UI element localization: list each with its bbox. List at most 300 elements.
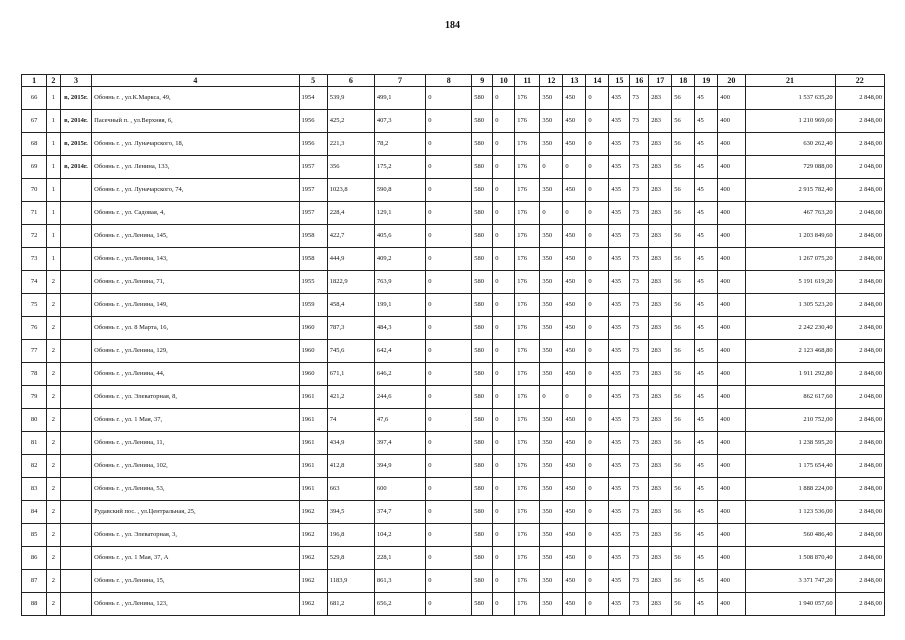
cell-c17: 283 [649,294,672,317]
cell-a1: 422,7 [327,225,374,248]
header-row [22,75,885,87]
cell-note [60,317,91,340]
cell-c18: 56 [672,225,695,248]
cell-c13: 450 [563,179,586,202]
cell-c12: 350 [540,294,563,317]
cell-c8: 0 [426,133,472,156]
cell-c9: 580 [472,432,493,455]
column-header: 3 [60,75,91,87]
cell-c18: 56 [672,110,695,133]
cell-c14: 0 [586,110,609,133]
cell-c16: 73 [630,87,649,110]
cell-c17: 283 [649,133,672,156]
cell-c18: 56 [672,593,695,616]
cell-c16: 73 [630,248,649,271]
cell-c10: 0 [493,363,515,386]
table-row [22,225,885,248]
cell-c14: 0 [586,501,609,524]
cell-year: 1961 [299,432,327,455]
cell-a2: 646,2 [374,363,425,386]
cell-c16: 73 [630,133,649,156]
cell-c17: 283 [649,501,672,524]
cell-grp: 2 [47,363,61,386]
cell-grp: 1 [47,87,61,110]
cell-sum: 1 305 523,20 [745,294,835,317]
column-header: 9 [472,75,493,87]
cell-c17: 283 [649,110,672,133]
cell-c20: 400 [718,133,745,156]
cell-num: 86 [22,547,47,570]
cell-c18: 56 [672,478,695,501]
cell-c15: 435 [609,455,630,478]
cell-c19: 45 [695,501,718,524]
cell-c15: 435 [609,363,630,386]
cell-price: 2 848,00 [835,317,884,340]
cell-c8: 0 [426,87,472,110]
table-row [22,501,885,524]
cell-c18: 56 [672,179,695,202]
cell-a1: 434,9 [327,432,374,455]
cell-sum: 1 203 849,60 [745,225,835,248]
cell-c13: 0 [563,156,586,179]
cell-a1: 74 [327,409,374,432]
cell-sum: 1 508 870,40 [745,547,835,570]
cell-num: 81 [22,432,47,455]
cell-a1: 663 [327,478,374,501]
cell-grp: 1 [47,110,61,133]
cell-year: 1956 [299,110,327,133]
cell-price: 2 848,00 [835,593,884,616]
cell-c19: 45 [695,386,718,409]
cell-c14: 0 [586,179,609,202]
cell-num: 67 [22,110,47,133]
cell-c14: 0 [586,294,609,317]
cell-c14: 0 [586,225,609,248]
cell-note [60,409,91,432]
cell-a1: 196,8 [327,524,374,547]
cell-c15: 435 [609,271,630,294]
cell-c12: 0 [540,156,563,179]
cell-num: 76 [22,317,47,340]
page-number: 184 [445,20,460,31]
cell-year: 1954 [299,87,327,110]
cell-c12: 350 [540,432,563,455]
cell-c18: 56 [672,455,695,478]
cell-year: 1960 [299,363,327,386]
cell-c9: 580 [472,202,493,225]
cell-a2: 374,7 [374,501,425,524]
column-header: 2 [47,75,61,87]
cell-c11: 176 [515,593,540,616]
cell-price: 2 848,00 [835,455,884,478]
cell-note [60,248,91,271]
column-header: 18 [672,75,695,87]
cell-c19: 45 [695,409,718,432]
cell-note [60,363,91,386]
table-row [22,547,885,570]
cell-c14: 0 [586,455,609,478]
cell-num: 82 [22,455,47,478]
cell-c19: 45 [695,202,718,225]
cell-a2: 407,3 [374,110,425,133]
cell-a1: 412,8 [327,455,374,478]
cell-c9: 580 [472,156,493,179]
cell-c18: 56 [672,524,695,547]
cell-sum: 862 617,60 [745,386,835,409]
cell-price: 2 848,00 [835,432,884,455]
cell-sum: 5 191 619,20 [745,271,835,294]
cell-c11: 176 [515,133,540,156]
cell-c19: 45 [695,570,718,593]
cell-c9: 580 [472,110,493,133]
cell-c20: 400 [718,409,745,432]
cell-c9: 580 [472,294,493,317]
cell-grp: 2 [47,524,61,547]
cell-address: Обоянь г. , ул. Элеваторная, 8, [92,386,299,409]
cell-c15: 435 [609,202,630,225]
cell-address: Обоянь г. , ул. Луначарского, 18, [92,133,299,156]
cell-c15: 435 [609,432,630,455]
cell-c17: 283 [649,570,672,593]
cell-a2: 47,6 [374,409,425,432]
cell-note: в, 2014г. [60,110,91,133]
cell-c10: 0 [493,179,515,202]
table-row [22,524,885,547]
cell-grp: 1 [47,133,61,156]
table-row [22,593,885,616]
cell-c12: 0 [540,202,563,225]
cell-address: Обоянь г. , ул. 1 Мая, 37, [92,409,299,432]
cell-note [60,294,91,317]
cell-sum: 1 537 635,20 [745,87,835,110]
cell-num: 77 [22,340,47,363]
cell-grp: 2 [47,386,61,409]
cell-c11: 176 [515,547,540,570]
cell-price: 2 848,00 [835,501,884,524]
cell-c14: 0 [586,386,609,409]
column-header: 17 [649,75,672,87]
cell-a2: 861,3 [374,570,425,593]
column-header: 1 [22,75,47,87]
cell-num: 80 [22,409,47,432]
cell-grp: 2 [47,547,61,570]
cell-grp: 2 [47,271,61,294]
cell-price: 2 048,00 [835,386,884,409]
cell-c18: 56 [672,133,695,156]
cell-c10: 0 [493,225,515,248]
cell-c20: 400 [718,570,745,593]
cell-c8: 0 [426,455,472,478]
cell-c13: 0 [563,202,586,225]
cell-address: Рудавский пос. , ул.Центральная, 25, [92,501,299,524]
cell-c13: 0 [563,386,586,409]
cell-c10: 0 [493,455,515,478]
cell-c13: 450 [563,133,586,156]
cell-c8: 0 [426,524,472,547]
cell-address: Обоянь г. , ул. Элеваторная, 3, [92,524,299,547]
cell-c13: 450 [563,547,586,570]
cell-c16: 73 [630,225,649,248]
cell-year: 1961 [299,455,327,478]
cell-c11: 176 [515,317,540,340]
cell-c19: 45 [695,271,718,294]
cell-sum: 1 238 595,20 [745,432,835,455]
table-row [22,570,885,593]
cell-sum: 210 752,00 [745,409,835,432]
cell-c9: 580 [472,547,493,570]
cell-a2: 656,2 [374,593,425,616]
cell-c13: 450 [563,432,586,455]
cell-c10: 0 [493,524,515,547]
cell-year: 1956 [299,133,327,156]
cell-c19: 45 [695,248,718,271]
cell-c13: 450 [563,524,586,547]
table-row [22,409,885,432]
cell-c8: 0 [426,593,472,616]
cell-c9: 580 [472,593,493,616]
cell-c9: 580 [472,248,493,271]
cell-c19: 45 [695,478,718,501]
cell-c19: 45 [695,156,718,179]
cell-c12: 350 [540,593,563,616]
cell-c9: 580 [472,501,493,524]
cell-c9: 580 [472,386,493,409]
cell-address: Обоянь г. , ул.Ленина, 123, [92,593,299,616]
cell-a1: 539,9 [327,87,374,110]
table-row [22,340,885,363]
cell-c19: 45 [695,455,718,478]
cell-c11: 176 [515,110,540,133]
cell-a1: 1023,8 [327,179,374,202]
cell-c16: 73 [630,547,649,570]
table-row [22,87,885,110]
cell-year: 1957 [299,202,327,225]
cell-grp: 2 [47,317,61,340]
cell-c11: 176 [515,432,540,455]
cell-num: 75 [22,294,47,317]
cell-c17: 283 [649,547,672,570]
cell-a2: 228,1 [374,547,425,570]
cell-c10: 0 [493,202,515,225]
cell-c16: 73 [630,432,649,455]
cell-c12: 350 [540,248,563,271]
cell-note [60,271,91,294]
cell-c17: 283 [649,524,672,547]
cell-grp: 2 [47,432,61,455]
cell-c18: 56 [672,547,695,570]
cell-c8: 0 [426,179,472,202]
cell-c16: 73 [630,271,649,294]
cell-c19: 45 [695,294,718,317]
cell-c20: 400 [718,478,745,501]
cell-c20: 400 [718,248,745,271]
registry-table [21,74,885,616]
cell-c15: 435 [609,248,630,271]
cell-c20: 400 [718,225,745,248]
cell-address: Обоянь г. , ул. Луначарского, 74, [92,179,299,202]
cell-c10: 0 [493,340,515,363]
cell-c9: 580 [472,133,493,156]
cell-c15: 435 [609,340,630,363]
cell-a1: 394,5 [327,501,374,524]
cell-c20: 400 [718,294,745,317]
column-header: 20 [718,75,745,87]
cell-a1: 787,3 [327,317,374,340]
cell-sum: 1 210 969,60 [745,110,835,133]
cell-grp: 2 [47,593,61,616]
cell-c15: 435 [609,593,630,616]
cell-c8: 0 [426,156,472,179]
cell-c17: 283 [649,156,672,179]
cell-c10: 0 [493,133,515,156]
cell-address: Обоянь г. , ул. Садовая, 4, [92,202,299,225]
cell-note [60,547,91,570]
cell-c13: 450 [563,248,586,271]
cell-c11: 176 [515,363,540,386]
cell-num: 70 [22,179,47,202]
cell-c9: 580 [472,340,493,363]
cell-c20: 400 [718,87,745,110]
cell-address: Обоянь г. , ул.Ленина, 102, [92,455,299,478]
cell-c19: 45 [695,225,718,248]
cell-c17: 283 [649,248,672,271]
cell-c18: 56 [672,570,695,593]
cell-c10: 0 [493,570,515,593]
cell-c19: 45 [695,317,718,340]
cell-address: Обоянь г. , ул. Ленина, 133, [92,156,299,179]
cell-a1: 425,2 [327,110,374,133]
cell-c14: 0 [586,478,609,501]
cell-c12: 0 [540,386,563,409]
cell-a2: 244,6 [374,386,425,409]
cell-a2: 175,2 [374,156,425,179]
table-row [22,432,885,455]
cell-a1: 221,3 [327,133,374,156]
cell-c11: 176 [515,156,540,179]
table-row [22,294,885,317]
column-header: 13 [563,75,586,87]
cell-num: 74 [22,271,47,294]
cell-price: 2 048,00 [835,156,884,179]
cell-a1: 671,1 [327,363,374,386]
cell-c16: 73 [630,202,649,225]
cell-c17: 283 [649,363,672,386]
cell-address: Обоянь г. , ул.Ленина, 15, [92,570,299,593]
cell-c15: 435 [609,501,630,524]
cell-year: 1960 [299,317,327,340]
cell-c10: 0 [493,294,515,317]
column-header: 22 [835,75,884,87]
cell-c20: 400 [718,110,745,133]
cell-c10: 0 [493,386,515,409]
cell-c14: 0 [586,432,609,455]
cell-c13: 450 [563,225,586,248]
cell-c17: 283 [649,478,672,501]
cell-c13: 450 [563,340,586,363]
cell-price: 2 848,00 [835,87,884,110]
table-row [22,455,885,478]
cell-c13: 450 [563,478,586,501]
cell-c20: 400 [718,156,745,179]
table-row [22,271,885,294]
cell-c16: 73 [630,294,649,317]
cell-c8: 0 [426,110,472,133]
cell-c18: 56 [672,363,695,386]
cell-num: 88 [22,593,47,616]
table-row [22,179,885,202]
cell-c8: 0 [426,478,472,501]
cell-note [60,179,91,202]
cell-year: 1958 [299,248,327,271]
cell-grp: 2 [47,340,61,363]
cell-c11: 176 [515,478,540,501]
cell-num: 87 [22,570,47,593]
column-header: 12 [540,75,563,87]
cell-c18: 56 [672,501,695,524]
cell-c8: 0 [426,202,472,225]
cell-c14: 0 [586,133,609,156]
cell-c14: 0 [586,593,609,616]
cell-num: 83 [22,478,47,501]
cell-c13: 450 [563,501,586,524]
cell-c8: 0 [426,340,472,363]
column-header: 16 [630,75,649,87]
cell-address: Обоянь г. , ул.Ленина, 11, [92,432,299,455]
cell-num: 72 [22,225,47,248]
cell-c10: 0 [493,87,515,110]
cell-c19: 45 [695,363,718,386]
cell-c16: 73 [630,478,649,501]
cell-c11: 176 [515,202,540,225]
cell-c14: 0 [586,248,609,271]
cell-c10: 0 [493,271,515,294]
cell-c15: 435 [609,409,630,432]
cell-year: 1958 [299,225,327,248]
cell-address: Обоянь г. , ул. 1 Мая, 37, А [92,547,299,570]
cell-c19: 45 [695,133,718,156]
cell-year: 1959 [299,294,327,317]
cell-c14: 0 [586,409,609,432]
column-header: 7 [374,75,425,87]
cell-c20: 400 [718,593,745,616]
cell-address: Обоянь г. , ул.Ленина, 71, [92,271,299,294]
cell-c10: 0 [493,156,515,179]
table-row [22,386,885,409]
cell-a1: 458,4 [327,294,374,317]
cell-c12: 350 [540,570,563,593]
cell-c15: 435 [609,179,630,202]
cell-c11: 176 [515,386,540,409]
cell-c17: 283 [649,340,672,363]
cell-c18: 56 [672,271,695,294]
cell-c17: 283 [649,271,672,294]
cell-c17: 283 [649,409,672,432]
cell-num: 73 [22,248,47,271]
table-row [22,248,885,271]
cell-c18: 56 [672,202,695,225]
cell-c11: 176 [515,409,540,432]
cell-year: 1957 [299,156,327,179]
cell-c20: 400 [718,179,745,202]
cell-c18: 56 [672,156,695,179]
cell-c11: 176 [515,271,540,294]
cell-c10: 0 [493,110,515,133]
cell-c8: 0 [426,271,472,294]
cell-c18: 56 [672,87,695,110]
cell-num: 78 [22,363,47,386]
cell-year: 1962 [299,524,327,547]
cell-grp: 2 [47,570,61,593]
